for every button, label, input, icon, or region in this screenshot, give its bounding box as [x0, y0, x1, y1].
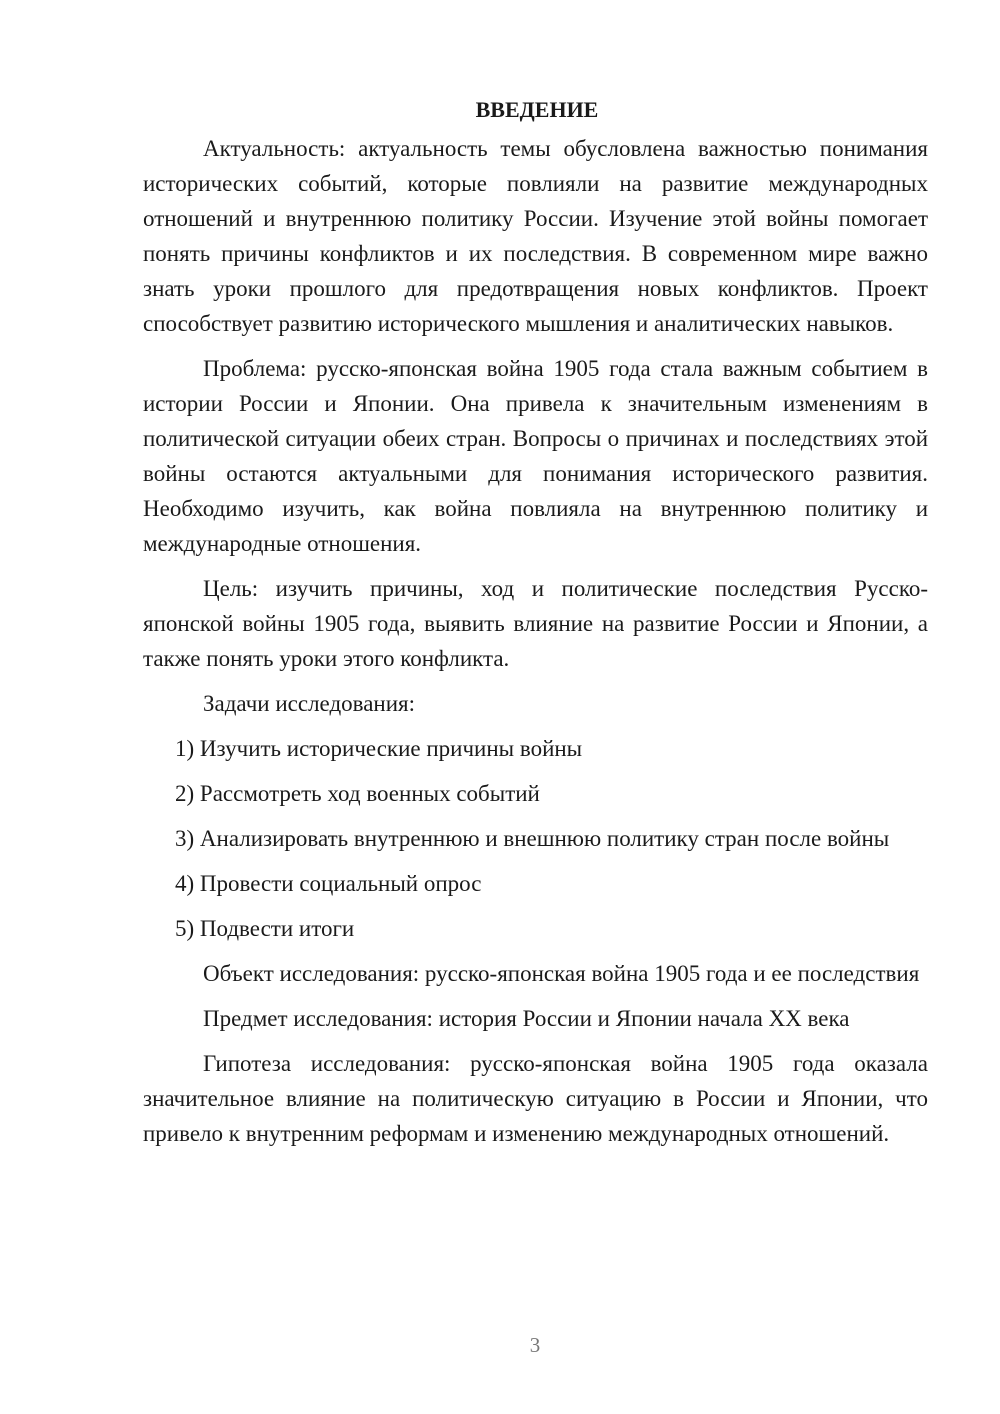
task-item: 5) Подвести итоги: [175, 916, 355, 941]
problem-paragraph: Проблема: русско-японская война 1905 года стала важным событием в истории России и Японии. Она привела к значительным изменениям в политической ситуации обеих стран. Вопросы о причинах и последствиях этой войны остаются актуальными для понимания исторического развития. Необходимо изучить, как война повлияла на внутреннюю политику и международные отношения.: [143, 356, 928, 556]
task-item: 3) Анализировать внутреннюю и внешнюю политику стран после войны: [175, 826, 890, 851]
page-content: [143, 92, 928, 1161]
task-item: 1) Изучить исторические причины войны: [175, 736, 583, 761]
object-paragraph: Объект исследования: русско-японская война 1905 года и ее последствия: [203, 961, 920, 986]
tasks-heading: Задачи исследования:: [203, 691, 416, 716]
relevance-paragraph: Актуальность: актуальность темы обусловлена важностью понимания исторических событий, которые повлияли на развитие международных отношений и внутреннюю политику России. Изучение этой войны помогает понять причины конфликтов и их последствия. В современном мире важно знать уроки прошлого для предотвращения новых конфликтов. Проект способствует развитию исторического мышления и аналитических навыков.: [143, 136, 928, 336]
hypothesis-paragraph: Гипотеза исследования: русско-японская война 1905 года оказала значительное влияние на политическую ситуацию в России и Японии, что привело к внутренним реформам и изменению международных отношений.: [143, 1051, 928, 1146]
section-title: ВВЕДЕНИЕ: [475, 97, 599, 122]
page-number: 3: [529, 1333, 541, 1357]
task-item: 2) Рассмотреть ход военных событий: [175, 781, 540, 806]
task-item: 4) Провести социальный опрос: [175, 871, 482, 896]
goal-paragraph: Цель: изучить причины, ход и политические последствия Русско-японской войны 1905 года, выявить влияние на развитие России и Японии, а также понять уроки этого конфликта.: [143, 576, 928, 671]
subject-paragraph: Предмет исследования: история России и Японии начала XX века: [203, 1006, 850, 1031]
